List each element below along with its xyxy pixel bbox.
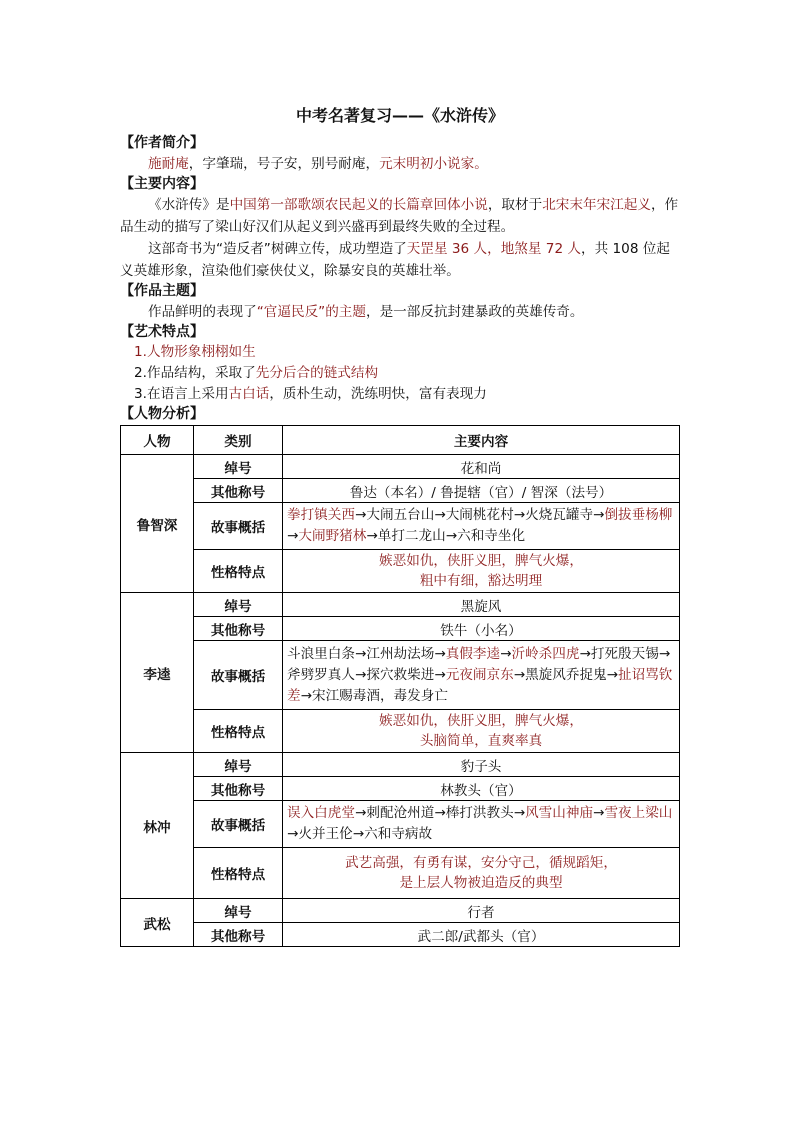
arrow-separator: →	[434, 645, 446, 662]
story-event: 江州劫法场	[366, 645, 435, 662]
story-event: 大闹桃花村	[445, 507, 514, 523]
story-event: 倒拔垂杨柳	[604, 507, 673, 523]
story-event: 沂岭杀四虎	[511, 645, 580, 662]
arrow-separator: →	[606, 666, 619, 683]
content-heading: 【主要内容】	[120, 176, 204, 192]
content-text: ，取材于	[487, 197, 543, 213]
category-label: 绰号	[194, 753, 283, 777]
arrow-separator: →	[354, 666, 367, 683]
other-titles-value: 铁牛（小名）	[283, 617, 680, 641]
theme-highlight: “官逼民反”的主题	[256, 304, 366, 320]
character-name: 李逵	[121, 593, 194, 753]
story-event: 单打二龙山	[377, 528, 446, 544]
table-row	[121, 848, 680, 899]
art-item-2	[120, 363, 680, 384]
author-heading: 【作者简介】	[120, 135, 204, 151]
trait-line: 武艺高强，有勇有谋，安分守己，循规蹈矩，	[345, 855, 617, 871]
story-value	[283, 503, 680, 550]
content-paragraph-2	[120, 238, 680, 282]
category-label: 绰号	[194, 899, 283, 923]
story-event: 斧劈罗真人	[287, 666, 355, 683]
story-event: 大闹野猪林	[298, 528, 367, 544]
arrow-separator: →	[352, 826, 365, 842]
table-header-row	[121, 426, 680, 455]
category-label: 性格特点	[194, 848, 283, 899]
theme-paragraph	[120, 301, 680, 323]
trait-value	[283, 710, 680, 753]
table-row	[121, 455, 680, 479]
art-heading: 【艺术特点】	[120, 324, 204, 340]
arrow-separator: →	[513, 805, 526, 821]
category-label: 其他称号	[194, 479, 283, 503]
trait-line: 是上层人物被迫造反的典型	[399, 875, 563, 891]
table-row	[121, 550, 680, 593]
table-row	[121, 617, 680, 641]
art-highlight: 先分后合的链式结构	[255, 365, 379, 381]
story-event: 斗浪里白条	[287, 645, 355, 662]
category-label: 故事概括	[194, 641, 283, 710]
story-event: 打死殷天锡	[590, 645, 659, 662]
category-label: 其他称号	[194, 617, 283, 641]
nickname-value: 行者	[283, 899, 680, 923]
table-row	[121, 753, 680, 777]
story-event: 火烧瓦罐寺	[525, 507, 594, 523]
header-content: 主要内容	[283, 426, 680, 455]
nickname-value: 黑旋风	[283, 593, 680, 617]
theme-text: 作品鲜明的表现了	[148, 304, 257, 320]
story-event: 火并王伦	[298, 826, 353, 842]
category-label: 绰号	[194, 593, 283, 617]
story-event: 黑旋风乔捉鬼	[525, 666, 607, 683]
author-name: 施耐庵	[148, 156, 189, 172]
table-row	[121, 641, 680, 710]
arrow-separator: →	[354, 645, 367, 662]
trait-line: 嫉恶如仇，侠肝义胆，脾气火爆，	[379, 713, 583, 729]
story-event: 误入白虎堂	[287, 805, 355, 821]
category-label: 其他称号	[194, 777, 283, 801]
story-event: 棒打洪教头	[445, 805, 514, 821]
story-event: 雪夜上梁山	[604, 805, 673, 821]
content-text: ，作品生动的描写了梁山好汉们从起义到兴盛再到最终失败的全过程。	[120, 197, 679, 235]
art-item-3	[120, 384, 680, 405]
story-event: 扯诏骂钦差	[287, 666, 673, 704]
trait-value	[283, 550, 680, 593]
arrow-separator: →	[513, 666, 526, 683]
category-label: 其他称号	[194, 923, 283, 947]
arrow-separator: →	[445, 528, 458, 544]
arrow-separator: →	[287, 826, 299, 842]
story-event: 大闹五台山	[366, 507, 435, 523]
arrow-separator: →	[500, 645, 512, 662]
table-row	[121, 777, 680, 801]
story-event: 六和寺坐化	[457, 528, 526, 544]
arrow-separator: →	[658, 645, 671, 662]
other-titles-value: 鲁达（本名）/ 鲁提辖（官）/ 智深（法号）	[283, 479, 680, 503]
table-row	[121, 503, 680, 550]
art-text: 2.作品结构，采取了	[134, 365, 256, 381]
header-category: 类别	[194, 426, 283, 455]
table-row	[121, 899, 680, 923]
author-era: 元末明初小说家。	[379, 156, 488, 172]
category-label: 故事概括	[194, 503, 283, 550]
art-item-1: 1.人物形象栩栩如生	[134, 344, 256, 360]
art-text: ，质朴生动，洗练明快，富有表现力	[269, 386, 487, 402]
author-paragraph	[120, 153, 680, 175]
header-character: 人物	[121, 426, 194, 455]
author-details: ，字肇瑞，号子安，别号耐庵，	[188, 156, 380, 172]
arrow-separator: →	[354, 805, 367, 821]
other-titles-value: 林教头（官）	[283, 777, 680, 801]
art-highlight: 古白话	[228, 386, 270, 402]
story-event: 刺配沧州道	[366, 805, 435, 821]
content-highlight: 天罡星 36 人，地煞星 72 人	[406, 241, 582, 257]
story-event: 六和寺病故	[364, 826, 433, 842]
content-text: ，共 108 位起义英雄形象，渲染他们豪侠仗义，除暴安良的英雄壮举。	[120, 241, 670, 279]
story-value	[283, 801, 680, 848]
table-row	[121, 801, 680, 848]
category-label: 性格特点	[194, 710, 283, 753]
story-event: 风雪山神庙	[525, 805, 594, 821]
story-value	[283, 641, 680, 710]
arrow-separator: →	[300, 687, 312, 704]
other-titles-value: 武二郎/武都头（官）	[283, 923, 680, 947]
document-page	[120, 104, 680, 947]
story-event: 宋江赐毒酒，毒发身亡	[311, 687, 448, 704]
theme-text: ，是一部反抗封建暴政的英雄传奇。	[366, 304, 584, 320]
character-name: 武松	[121, 899, 194, 947]
arrow-separator: →	[579, 645, 591, 662]
arrow-separator: →	[434, 805, 446, 821]
arrow-separator: →	[366, 528, 378, 544]
category-label: 绰号	[194, 455, 283, 479]
analysis-heading: 【人物分析】	[120, 406, 204, 422]
trait-line: 嫉恶如仇，侠肝义胆，脾气火爆，	[379, 553, 583, 569]
table-row	[121, 479, 680, 503]
arrow-separator: →	[434, 507, 446, 523]
arrow-separator: →	[287, 528, 299, 544]
character-table	[120, 425, 680, 947]
trait-value	[283, 848, 680, 899]
story-event: 探穴救柴进	[366, 666, 435, 683]
arrow-separator: →	[593, 507, 605, 523]
content-text: 《水浒传》是	[148, 197, 230, 213]
theme-heading: 【作品主题】	[120, 283, 204, 299]
character-name: 林冲	[121, 753, 194, 899]
story-event: 元夜闹京东	[445, 666, 514, 683]
category-label: 性格特点	[194, 550, 283, 593]
trait-line: 头脑简单，直爽率真	[419, 733, 543, 749]
table-row	[121, 923, 680, 947]
page-title: 中考名著复习——《水浒传》	[295, 106, 504, 125]
character-name: 鲁智深	[121, 455, 194, 593]
story-event: 真假李逵	[445, 645, 501, 662]
content-highlight: 北宋末年宋江起义	[542, 197, 651, 213]
trait-line: 粗中有细，豁达明理	[419, 573, 543, 589]
story-event: 拳打镇关西	[287, 507, 355, 523]
art-text: 3.在语言上采用	[134, 386, 229, 402]
nickname-value: 豹子头	[283, 753, 680, 777]
arrow-separator: →	[513, 507, 526, 523]
content-paragraph-1	[120, 194, 680, 238]
content-text: 这部奇书为“造反者”树碑立传，成功塑造了	[148, 241, 407, 257]
table-row	[121, 593, 680, 617]
table-row	[121, 710, 680, 753]
arrow-separator: →	[434, 666, 446, 683]
arrow-separator: →	[354, 507, 367, 523]
nickname-value: 花和尚	[283, 455, 680, 479]
category-label: 故事概括	[194, 801, 283, 848]
content-highlight: 中国第一部歌颂农民起义的长篇章回体小说	[229, 197, 488, 213]
arrow-separator: →	[593, 805, 605, 821]
